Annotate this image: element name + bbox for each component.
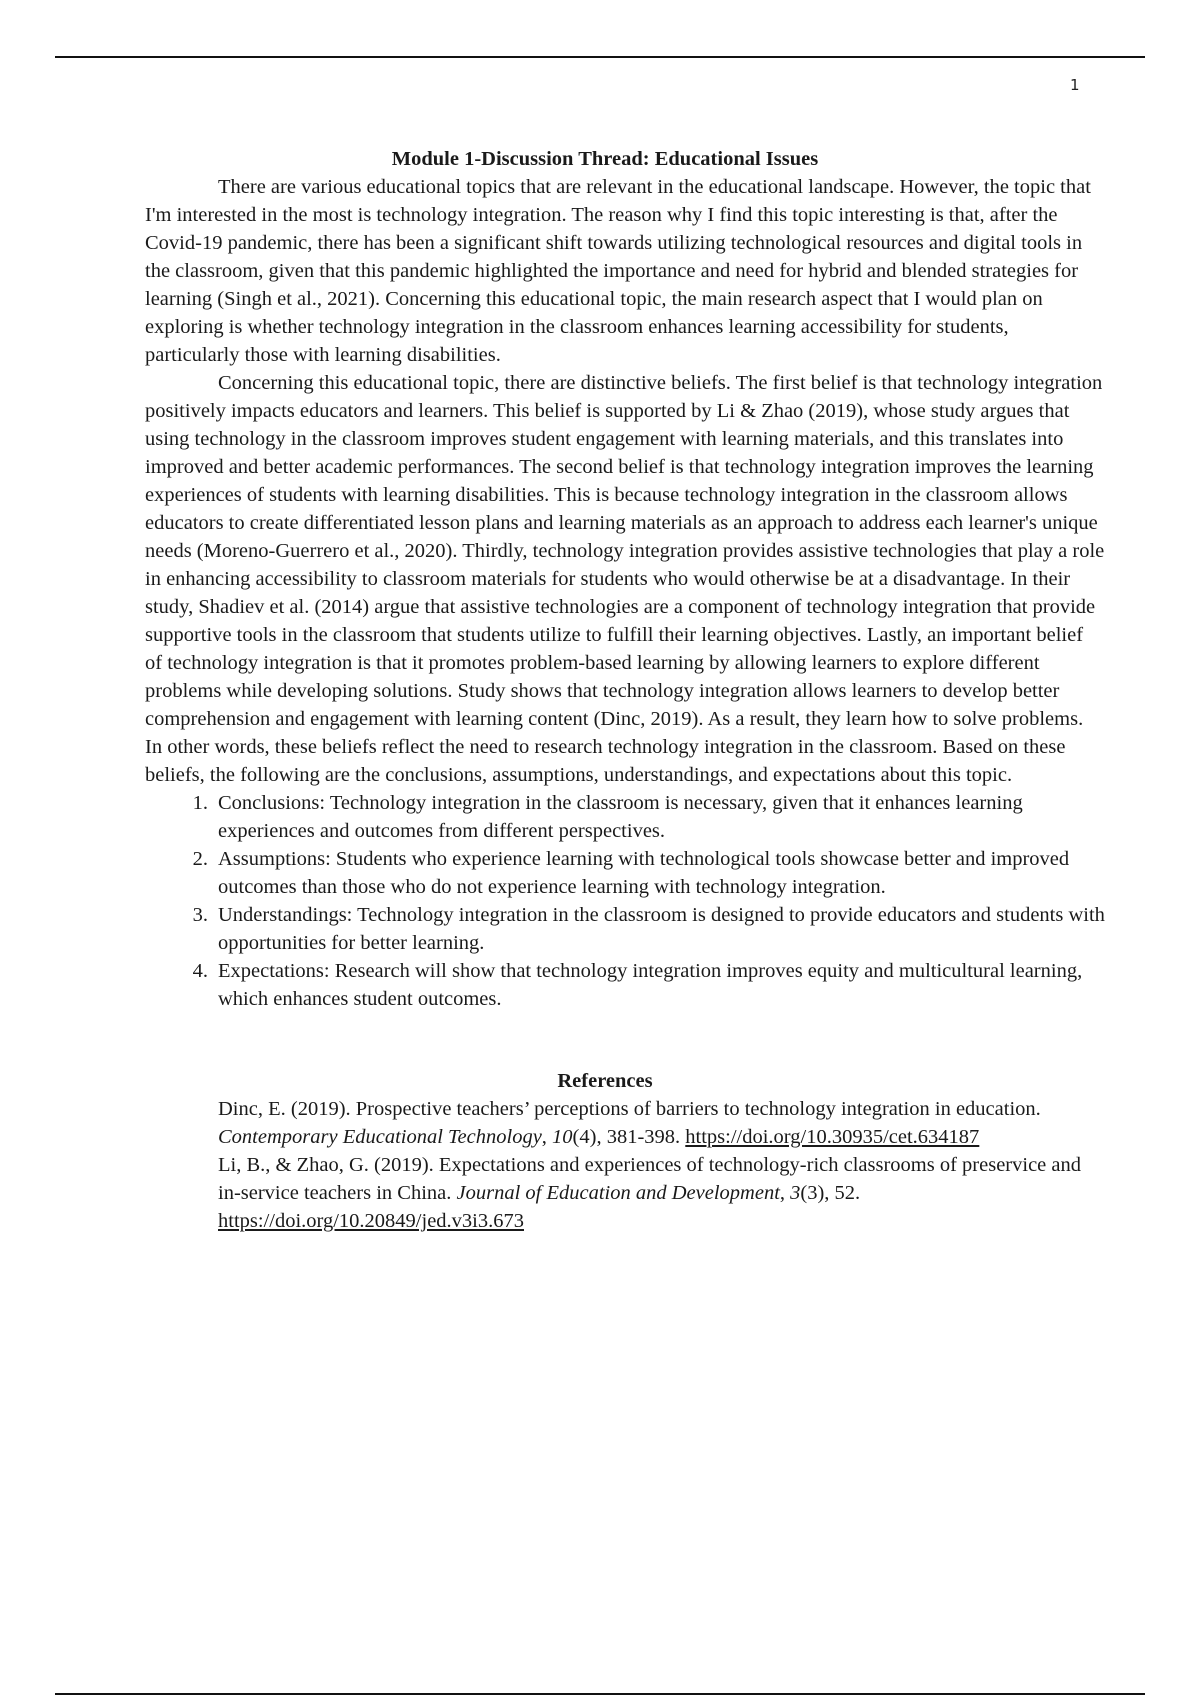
list-item-text: Assumptions: Students who experience learning with technological tools showcase better and improved outcomes than those who do not experience learning with technology integration. — [218, 848, 1070, 898]
references-heading: References — [557, 1070, 653, 1092]
reference-journal: Contemporary Educational Technology — [218, 1126, 542, 1148]
paragraph-intro: There are various educational topics that are relevant in the educational landscape. However, the topic that I'm interested in the most is technology integration. The reason why I find this topic interesting is that, after the Covid-19 pandemic, there has been a significant shift towards utilizing technological resources and digital tools in the classroom, given that this pandemic highlighted the importance and need for hybrid and blended strategies for learning (Singh et al., 2021). Concerning this educational topic, the main research aspect that I would plan on exploring is whether technology integration in the classroom enhances learning accessibility for students, particularly those with learning disabilities. — [145, 176, 1091, 366]
paragraph-beliefs: Concerning this educational topic, there are distinctive beliefs. The first belief is that technology integration positively impacts educators and learners. This belief is supported by Li & Zhao (2019), whose study argues that using technology in the classroom improves student engagement with learning materials, and this translates into improved and better academic performances. The second belief is that technology integration improves the learning experiences of students with learning disabilities. This is because technology integration in the classroom allows educators to create differentiated lesson plans and learning materials as an approach to address each learner's unique needs (Moreno-Guerrero et al., 2020). Thirdly, technology integration provides assistive technologies that play a role in enhancing accessibility to classroom materials for students who would otherwise be at a disadvantage. In their study, Shadiev et al. (2014) argue that assistive technologies are a component of technology integration that provide supportive tools in the classroom that students utilize to fulfill their learning objectives. Lastly, an important belief of technology integration is that it promotes problem-based learning by allowing learners to explore different problems while developing solutions. Study shows that technology integration allows learners to develop better comprehension and engagement with learning content (Dinc, 2019). As a result, they learn how to solve problems. In other words, these beliefs reflect the need to research technology integration in the classroom. Based on these beliefs, the following are the conclusions, assumptions, understandings, and expectations about this topic. — [145, 372, 1105, 786]
reference-volume: 10 — [552, 1126, 573, 1148]
list-item-number: 4. — [192, 960, 208, 982]
list-item-number: 2. — [192, 848, 208, 870]
reference-separator: , — [541, 1126, 553, 1148]
reference-entry — [218, 1095, 1105, 1151]
reference-volume: 3 — [790, 1182, 801, 1204]
list-item — [145, 957, 1105, 1013]
list-item — [145, 789, 1105, 845]
numbered-list — [145, 789, 1105, 1013]
list-item-text: Conclusions: Technology integration in the classroom is necessary, given that it enhances learning experiences and outcomes from different perspectives. — [218, 792, 1023, 842]
reference-text: Li, B., & Zhao, G. (2019). Expectations and experiences of technology-rich classrooms of preservice and in-service teachers in China. — [218, 1154, 1082, 1204]
header-rule — [55, 56, 1145, 58]
reference-issue-pages: (3), 52. — [800, 1182, 861, 1204]
page-number: 1 — [1070, 76, 1080, 94]
list-item-text: Understandings: Technology integration in the classroom is designed to provide educators and students with opportunities for better learning. — [218, 904, 1105, 954]
document-title: Module 1-Discussion Thread: Educational Issues — [391, 148, 819, 170]
doi-link[interactable]: https://doi.org/10.20849/jed.v3i3.673 — [218, 1210, 524, 1232]
list-item — [145, 845, 1105, 901]
footer-rule — [55, 1693, 1145, 1695]
doi-link[interactable]: https://doi.org/10.30935/cet.634187 — [685, 1126, 980, 1148]
list-item-number: 3. — [192, 904, 208, 926]
document-body — [145, 145, 1105, 1235]
list-item-text: Expectations: Research will show that technology integration improves equity and multicultural learning, which enhances student outcomes. — [218, 960, 1083, 1010]
reference-entry — [218, 1151, 1105, 1235]
reference-journal: Journal of Education and Development — [456, 1182, 780, 1204]
reference-issue-pages: (4), 381-398. — [572, 1126, 686, 1148]
list-item — [145, 901, 1105, 957]
list-item-number: 1. — [192, 792, 208, 814]
reference-text: Dinc, E. (2019). Prospective teachers’ perceptions of barriers to technology integration in education. — [218, 1098, 1041, 1120]
reference-separator: , — [779, 1182, 791, 1204]
